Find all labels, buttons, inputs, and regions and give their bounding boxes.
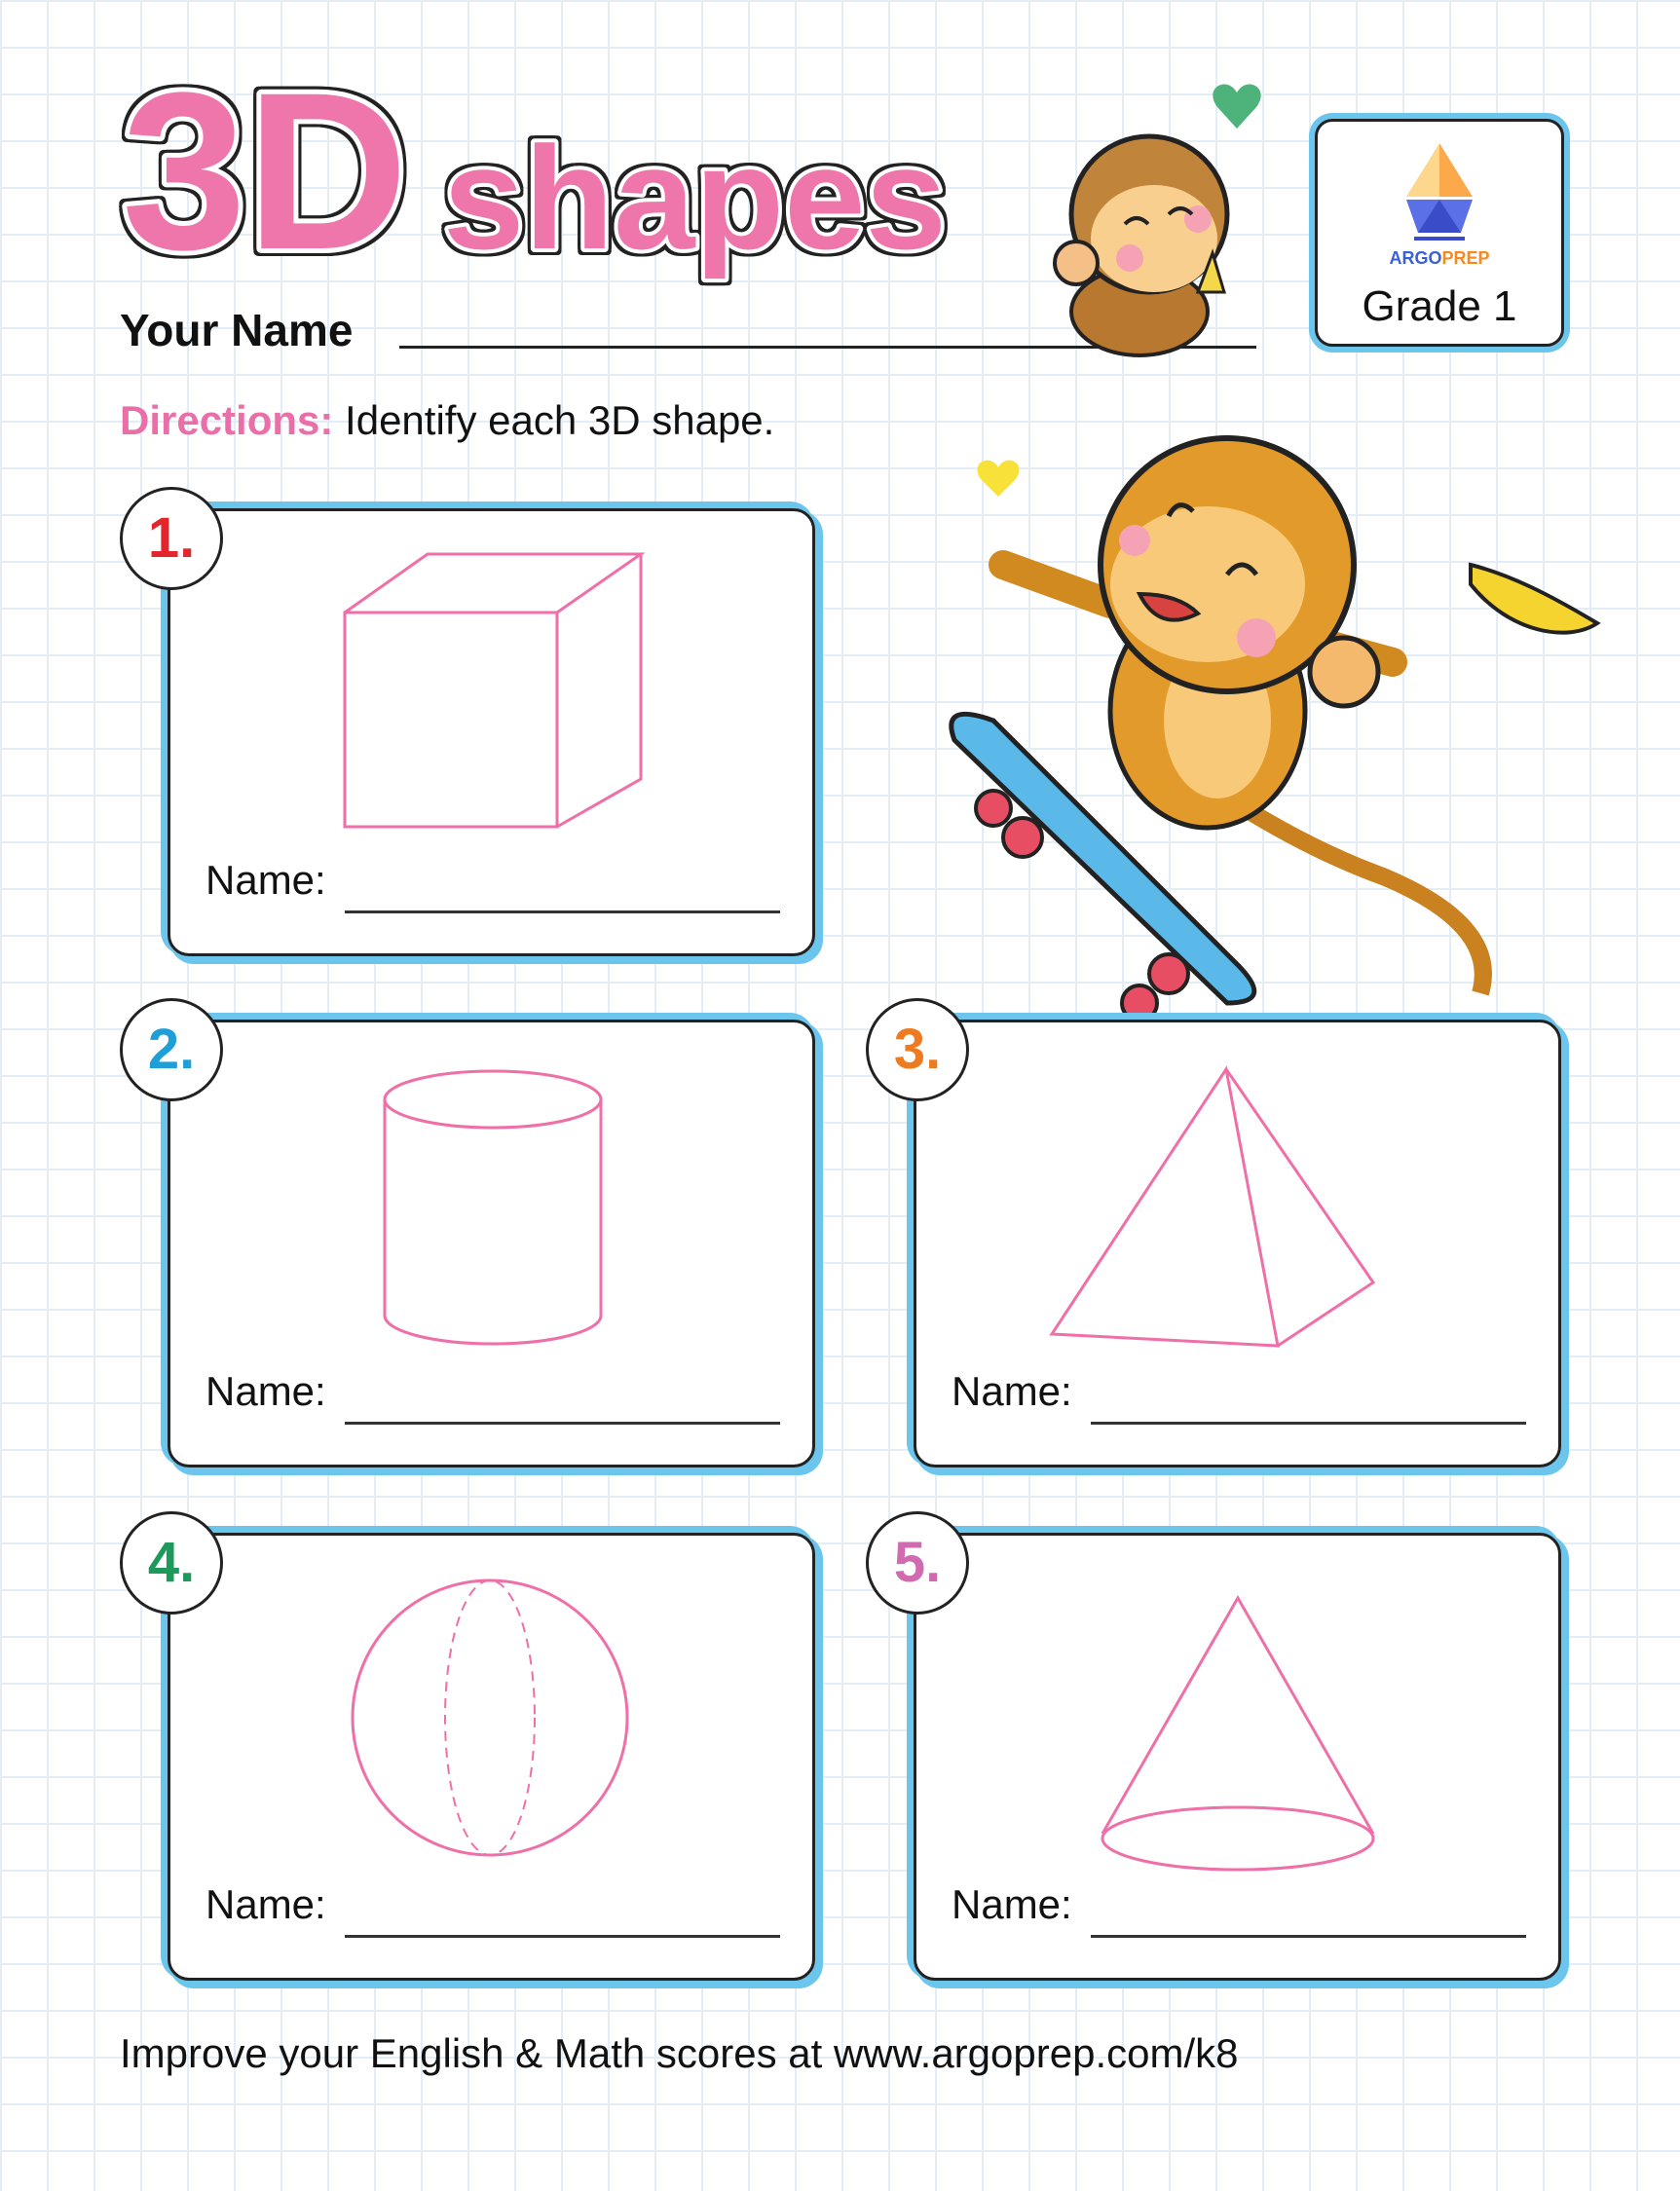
argoprep-logo-icon	[1400, 143, 1478, 241]
shape-card-1	[147, 506, 815, 956]
shape-card-4	[147, 1531, 815, 1981]
shape-card-3	[893, 1018, 1561, 1467]
question-number-text: 5.	[893, 1531, 942, 1594]
name-label: Name:	[205, 1881, 326, 1927]
shape-card-2	[147, 1018, 815, 1467]
question-number-text: 4.	[147, 1531, 196, 1594]
answer-line-4[interactable]	[345, 1935, 780, 1938]
footer-promo-text: Improve your English & Math scores at www.argoprep.com/k8	[120, 2030, 1239, 2076]
question-number-2	[120, 998, 223, 1101]
question-number-text: 1.	[147, 506, 196, 570]
grade-label: Grade 1	[1362, 282, 1517, 330]
logo-text-prep: PREP	[1441, 248, 1490, 268]
question-number-text: 2.	[147, 1018, 196, 1081]
question-number-text: 3.	[893, 1018, 942, 1081]
answer-line-3[interactable]	[1091, 1422, 1526, 1425]
name-label: Name:	[205, 1368, 326, 1414]
directions-text: Identify each 3D shape.	[333, 397, 775, 443]
your-name-label: Your Name	[120, 305, 354, 355]
title-3d: 3D	[122, 46, 409, 296]
skateboarding-monkey-illustration	[935, 409, 1607, 1013]
directions-label: Directions:	[120, 397, 334, 443]
answer-line-2[interactable]	[345, 1422, 780, 1425]
name-label: Name:	[205, 857, 326, 903]
name-label: Name:	[952, 1881, 1072, 1927]
argoprep-logo-text	[1318, 248, 1561, 269]
answer-line-5[interactable]	[1091, 1935, 1526, 1938]
logo-text-argo: ARGO	[1389, 248, 1442, 268]
page-title	[107, 46, 984, 307]
question-number-4	[120, 1511, 223, 1615]
question-number-3	[866, 998, 969, 1101]
argoprep-grade-badge	[1315, 119, 1564, 347]
question-number-1	[120, 487, 223, 590]
answer-line-1[interactable]	[345, 910, 780, 913]
title-shapes: shapes	[443, 116, 947, 279]
question-number-5	[866, 1511, 969, 1615]
small-monkey-illustration	[1023, 68, 1286, 360]
shape-card-5	[893, 1531, 1561, 1981]
name-label: Name:	[952, 1368, 1072, 1414]
directions	[120, 397, 774, 444]
